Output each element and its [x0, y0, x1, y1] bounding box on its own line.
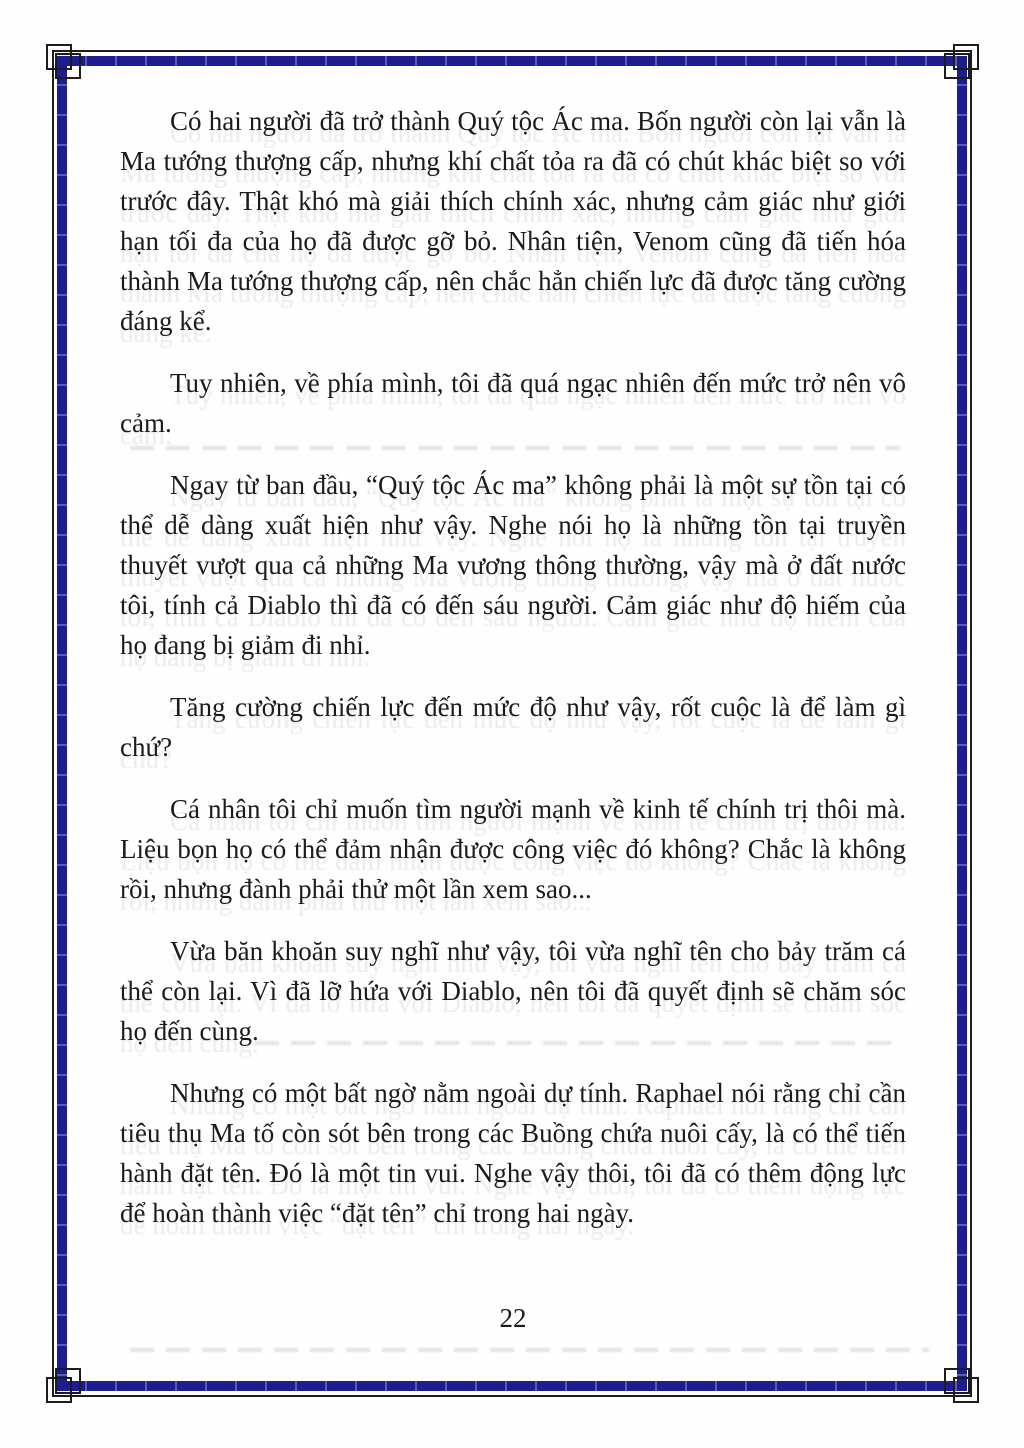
square-outline-icon	[55, 53, 81, 79]
square-outline-icon	[55, 1368, 81, 1394]
page-text-block	[120, 101, 906, 1255]
paragraph: Vừa băn khoăn suy nghĩ như vậy, tôi vừa nghĩ tên cho bảy trăm cá thể còn lại. Vì đã lỡ hứa với Diablo, nên tôi đã quyết định sẽ chăm sóc họ đến cùng.	[120, 936, 906, 1046]
corner-squares-ornament-top-left	[46, 44, 80, 78]
square-outline-icon	[944, 1368, 970, 1394]
paragraph: Tuy nhiên, về phía mình, tôi đã quá ngạc nhiên đến mức trở nên vô cảm.	[120, 368, 906, 438]
paragraph: Tăng cường chiến lực đến mức độ như vậy, rốt cuộc là để làm gì chứ?	[120, 692, 906, 762]
frame-navy-stripe-top	[57, 56, 967, 66]
paragraph: Nhưng có một bất ngờ nằm ngoài dự tính. Raphael nói rằng chỉ cần tiêu thụ Ma tố còn sót bên trong các Buồng chứa nuôi cấy, là có thể tiến hành đặt tên. Đó là một tin vui. Nghe vậy thôi, tôi đã có thêm động lực để hoàn thành việc “đặt tên” chỉ trong hai ngày.	[120, 1078, 906, 1228]
frame-navy-stripe-right	[957, 56, 967, 1391]
square-outline-icon	[944, 53, 970, 79]
paragraph: Có hai người đã trở thành Quý tộc Ác ma. Bốn người còn lại vẫn là Ma tướng thượng cấp, nhưng khí chất tỏa ra đã có chút khác biệt so với trước đây. Thật khó mà giải thích chính xác, nhưng cảm giác như giới hạn tối đa của họ đã được gỡ bỏ. Nhân tiện, Venom cũng đã tiến hóa thành Ma tướng thượng cấp, nên chắc hẳn chiến lực đã được tăng cường đáng kể.	[120, 106, 906, 336]
scan-artifact-line	[130, 1348, 929, 1352]
page-number: 22	[499, 1303, 527, 1333]
paragraph: Ngay từ ban đầu, “Quý tộc Ác ma” không phải là một sự tồn tại có thể dễ dàng xuất hiện như vậy. Nghe nói họ là những tồn tại truyền thuyết vượt qua cả những Ma vương thông thường, vậy mà ở đất nước tôi, tính cả Diablo thì đã có đến sáu người. Cảm giác như độ hiếm của họ đang bị giảm đi nhỉ.	[120, 470, 906, 660]
corner-squares-ornament-bottom-left	[46, 1369, 80, 1403]
frame-navy-stripe-bottom	[57, 1381, 967, 1391]
corner-squares-ornament-bottom-right	[945, 1369, 979, 1403]
paragraph: Cá nhân tôi chỉ muốn tìm người mạnh về kinh tế chính trị thôi mà. Liệu bọn họ có thể đảm nhận được công việc đó không? Chắc là không rồi, nhưng đành phải thử một lần xem sao...	[120, 794, 906, 904]
scan-artifact-line	[255, 1041, 900, 1045]
frame-navy-stripe-left	[57, 56, 67, 1391]
corner-squares-ornament-top-right	[945, 44, 979, 78]
scan-artifact-line	[130, 446, 900, 450]
